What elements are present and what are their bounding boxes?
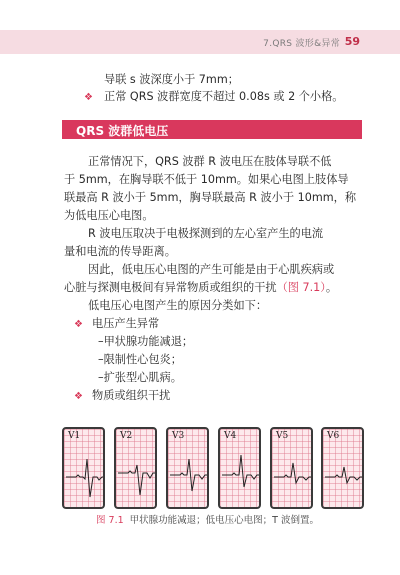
ecg-lead-v5 xyxy=(270,427,313,509)
paragraph-3-line-1: 因此，低电压心电图的产生可能是由于心肌疾病或 xyxy=(88,263,335,276)
figure-reference-link[interactable]: （图 7.1） xyxy=(276,281,326,294)
ecg-trace-v4 xyxy=(220,429,261,509)
lead-label: V3 xyxy=(172,431,185,441)
section-heading-bar xyxy=(62,120,362,139)
prior-line: 导联 s 波深度小于 7mm； xyxy=(104,73,239,86)
paragraph-3-end: 。 xyxy=(325,281,338,294)
lead-label: V2 xyxy=(120,431,133,441)
ecg-trace-v1 xyxy=(64,429,105,509)
paragraph-2-line-1: R 波电压取决于电极探测到的左心室产生的电流 xyxy=(88,227,324,240)
lead-label: V6 xyxy=(327,431,340,441)
list-subitem-1: –甲状腺功能减退； xyxy=(98,335,194,348)
paragraph-1-line-4: 为低电压心电图。 xyxy=(64,209,154,222)
lead-label: V1 xyxy=(68,431,81,441)
page-number: 59 xyxy=(344,35,360,48)
chapter-title: 7.QRS 波形&异常 xyxy=(263,39,340,49)
paragraph-3-line-2 xyxy=(64,280,337,296)
ecg-trace-v5 xyxy=(272,429,313,509)
list-item-1: 电压产生异常 xyxy=(92,317,160,330)
paragraph-2-line-2: 量和电流的传导距离。 xyxy=(64,245,176,258)
ecg-lead-v4 xyxy=(218,427,261,509)
paragraph-1-line-1: 正常情况下，QRS 波群 R 波电压在肢体导联不低 xyxy=(88,155,332,168)
paragraph-1-line-2: 于 5mm，在胸导联不低于 10mm。如果心电图上肢体导 xyxy=(64,173,349,186)
diamond-bullet-icon: ❖ xyxy=(74,391,83,402)
list-subitem-3: –扩张型心肌病。 xyxy=(98,371,182,384)
diamond-bullet-icon: ❖ xyxy=(84,92,93,103)
figure-caption xyxy=(96,512,319,526)
figure-caption-text: 甲状腺功能减退；低电压心电图；T 波倒置。 xyxy=(129,515,319,526)
ecg-lead-v2 xyxy=(114,427,157,509)
ecg-trace-v2 xyxy=(116,429,157,509)
ecg-trace-v6 xyxy=(323,429,364,509)
list-subitem-2: –限制性心包炎； xyxy=(98,353,182,366)
diamond-bullet-icon: ❖ xyxy=(74,319,83,330)
ecg-lead-v6 xyxy=(321,427,364,509)
paragraph-3-text: 心脏与探测电极间有异常物质或组织的干扰 xyxy=(64,281,277,294)
section-title: QRS 波群低电压 xyxy=(76,124,169,138)
ecg-figure xyxy=(62,427,364,509)
paragraph-4: 低电压心电图产生的原因分类如下： xyxy=(88,299,268,312)
lead-label: V4 xyxy=(224,431,237,441)
prior-bullet-text: 正常 QRS 波群宽度不超过 0.08s 或 2 个小格。 xyxy=(104,90,344,103)
ecg-lead-v1 xyxy=(62,427,105,509)
ecg-trace-v3 xyxy=(168,429,209,509)
page-header xyxy=(0,30,400,54)
ecg-lead-v3 xyxy=(166,427,209,509)
paragraph-1-line-3: 联最高 R 波小于 5mm，胸导联最高 R 波小于 10mm，称 xyxy=(64,191,357,204)
list-item-2: 物质或组织干扰 xyxy=(92,389,171,402)
figure-label: 图 7.1 xyxy=(96,515,124,526)
lead-label: V5 xyxy=(276,431,289,441)
